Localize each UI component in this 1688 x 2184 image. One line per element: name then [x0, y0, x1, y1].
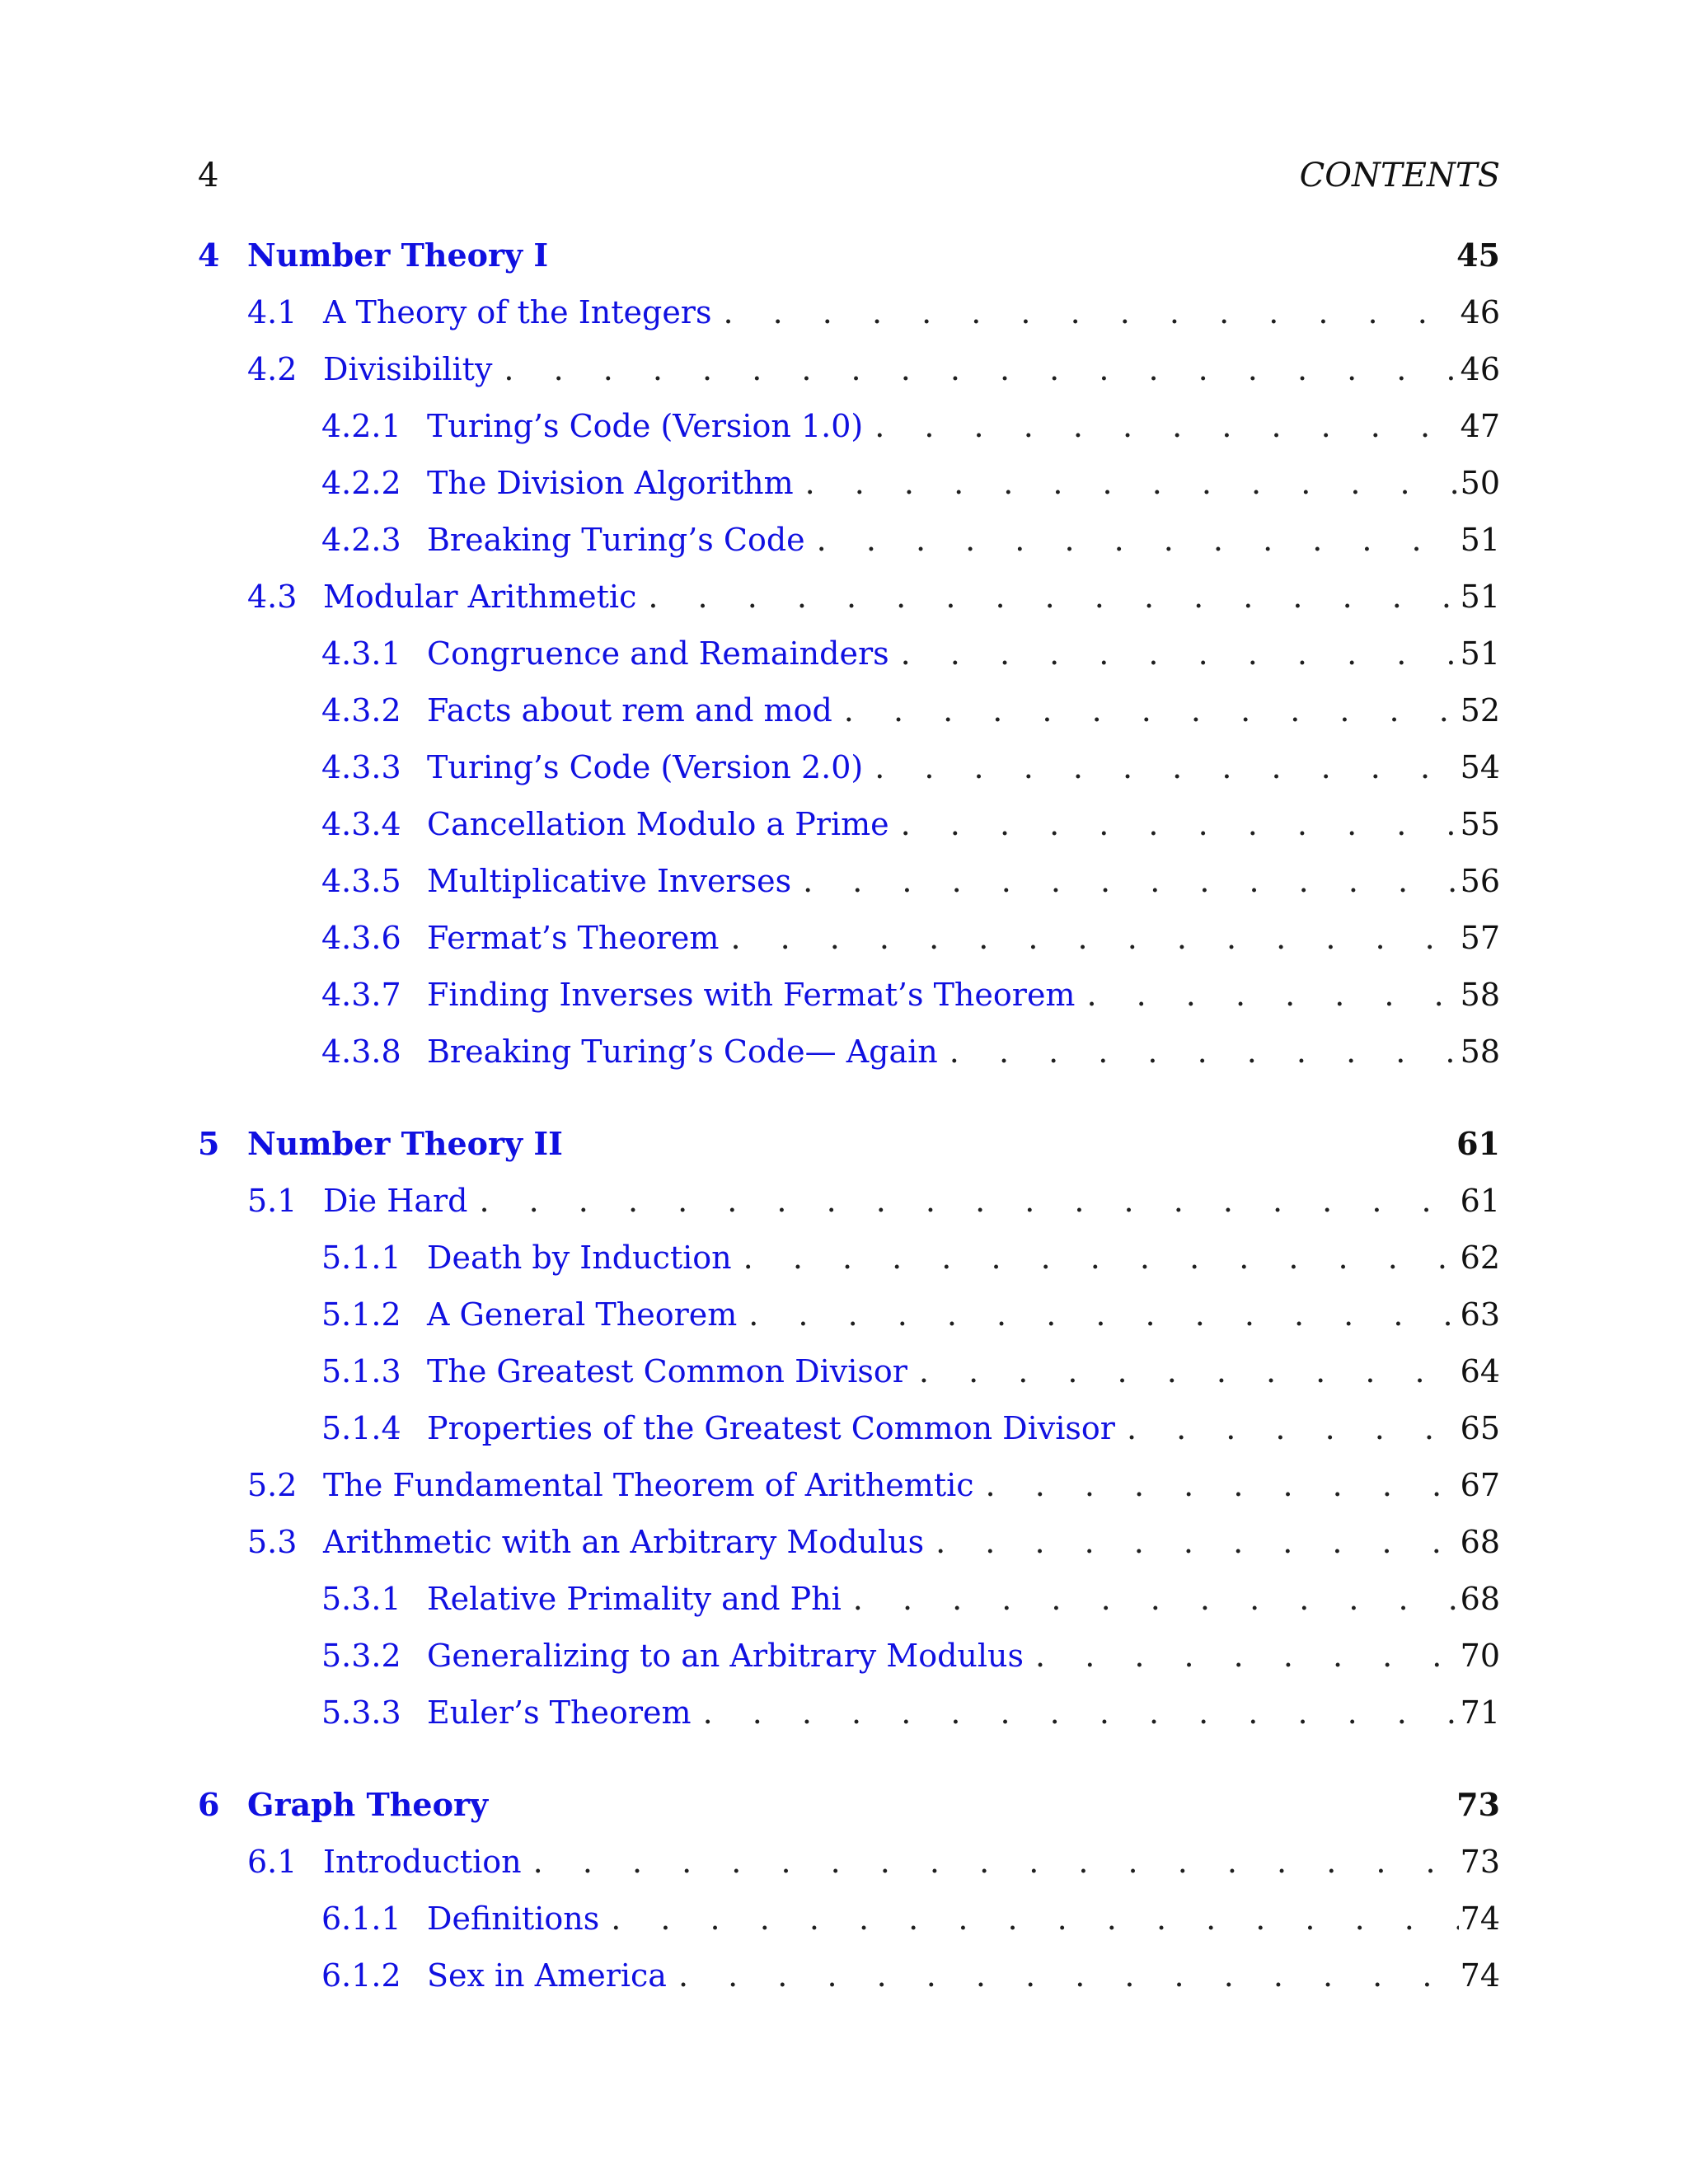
entry-title: The Fundamental Theorem of Arithemtic — [323, 1466, 974, 1503]
chapter-link[interactable] — [198, 1114, 1500, 1172]
entry-title: Turing’s Code (Version 1.0) — [427, 407, 864, 444]
entry-title: Definitions — [427, 1900, 600, 1937]
entry-title: Euler’s Theorem — [427, 1694, 692, 1731]
dot-leader — [844, 692, 1459, 729]
dot-leader — [1086, 977, 1459, 1013]
entry-number: 4.2.1 — [321, 407, 401, 444]
dot-leader — [935, 1524, 1459, 1560]
entry-page-number: 64 — [1460, 1352, 1500, 1390]
toc-subsection-link[interactable] — [198, 795, 1500, 852]
toc-section-link[interactable] — [198, 1833, 1500, 1890]
entry-page-number: 57 — [1460, 919, 1500, 956]
dot-leader — [723, 294, 1459, 330]
toc-subsection-link[interactable] — [198, 1023, 1500, 1080]
toc-subsection-link[interactable] — [198, 909, 1500, 966]
dot-leader — [950, 1033, 1459, 1070]
toc-subsection-link[interactable] — [198, 511, 1500, 568]
entry-page-number: 50 — [1460, 464, 1500, 501]
dot-leader — [1127, 1410, 1459, 1446]
entry-page-number: 65 — [1460, 1409, 1500, 1446]
toc-subsection-link[interactable] — [198, 1890, 1500, 1947]
toc-subsection-link[interactable] — [198, 966, 1500, 1023]
toc-subsection-link[interactable] — [198, 454, 1500, 511]
entry-number: 5.2 — [247, 1466, 298, 1503]
entry-page-number: 47 — [1460, 407, 1500, 444]
toc-subsection-link[interactable] — [198, 625, 1500, 682]
entry-number: 4.2.2 — [321, 464, 401, 501]
entry-number: 5.1.3 — [321, 1352, 401, 1390]
entry-title: A General Theorem — [427, 1296, 738, 1333]
chapter-link[interactable] — [198, 226, 1500, 284]
entry-page-number: 63 — [1460, 1296, 1500, 1333]
toc-section-link[interactable] — [198, 568, 1500, 625]
toc-subsection-link[interactable] — [198, 852, 1500, 909]
toc-subsection-link[interactable] — [198, 1947, 1500, 2004]
entry-page-number: 51 — [1460, 635, 1500, 672]
entry-page-number: 62 — [1460, 1239, 1500, 1276]
entry-title: Relative Primality and Phi — [427, 1580, 842, 1617]
entry-number: 4.3.7 — [321, 976, 401, 1013]
dot-leader — [743, 1240, 1459, 1276]
entry-title: A Theory of the Integers — [323, 293, 712, 330]
entry-title: Generalizing to an Arbitrary Modulus — [427, 1637, 1025, 1674]
entry-page-number: 46 — [1460, 293, 1500, 330]
entry-title: Cancellation Modulo a Prime — [427, 805, 889, 842]
toc-section-link[interactable] — [198, 1456, 1500, 1513]
toc-subsection-link[interactable] — [198, 1286, 1500, 1343]
entry-number: 4.1 — [247, 293, 298, 330]
entry-title: The Greatest Common Divisor — [427, 1352, 907, 1390]
dot-leader — [803, 863, 1459, 899]
entry-number: 4.3 — [247, 578, 298, 615]
entry-title: Turing’s Code (Version 2.0) — [427, 748, 864, 785]
toc-subsection-link[interactable] — [198, 397, 1500, 454]
entry-title: Congruence and Remainders — [427, 635, 889, 672]
entry-number: 5.1 — [247, 1182, 298, 1219]
entry-title: The Division Algorithm — [427, 464, 794, 501]
toc-section-link[interactable] — [198, 1513, 1500, 1570]
toc-subsection-link[interactable] — [198, 1570, 1500, 1627]
page-header — [198, 157, 1500, 198]
entry-title: Multiplicative Inverses — [427, 862, 792, 899]
chapter-block — [198, 1775, 1500, 2004]
entry-number: 4.3.5 — [321, 862, 401, 899]
toc-section-link[interactable] — [198, 1172, 1500, 1229]
dot-leader — [805, 465, 1459, 501]
chapter-page-number: 45 — [1456, 236, 1500, 274]
entry-number: 6.1.2 — [321, 1957, 401, 1994]
dot-leader — [817, 522, 1459, 558]
dot-leader — [901, 635, 1459, 672]
entry-page-number: 70 — [1460, 1637, 1500, 1674]
running-title: CONTENTS — [1299, 157, 1500, 194]
entry-number: 5.1.4 — [321, 1409, 401, 1446]
entry-title: Divisibility — [323, 350, 493, 387]
chapter-number: 6 — [198, 1785, 220, 1823]
dot-leader — [874, 408, 1459, 444]
dot-leader — [703, 1694, 1459, 1731]
dot-leader — [533, 1844, 1459, 1880]
dot-leader — [479, 1183, 1459, 1219]
dot-leader — [919, 1353, 1459, 1390]
page-number: 4 — [198, 157, 219, 194]
dot-leader — [611, 1900, 1459, 1937]
chapter-title: Number Theory II — [247, 1124, 563, 1162]
dot-leader — [1035, 1638, 1459, 1674]
entry-title: Modular Arithmetic — [323, 578, 637, 615]
entry-page-number: 51 — [1460, 521, 1500, 558]
toc-subsection-link[interactable] — [198, 1229, 1500, 1286]
entry-title: Die Hard — [323, 1182, 468, 1219]
entry-number: 5.3.2 — [321, 1637, 401, 1674]
toc-section-link[interactable] — [198, 284, 1500, 340]
dot-leader — [504, 351, 1459, 387]
entry-number: 5.3.1 — [321, 1580, 401, 1617]
entry-title: Properties of the Greatest Common Divisor — [427, 1409, 1115, 1446]
dot-leader — [853, 1581, 1459, 1617]
entry-number: 4.3.1 — [321, 635, 401, 672]
entry-number: 4.3.3 — [321, 748, 401, 785]
entry-title: Sex in America — [427, 1957, 667, 1994]
chapter-number: 5 — [198, 1124, 220, 1162]
entry-title: Introduction — [323, 1843, 522, 1880]
entry-page-number: 67 — [1460, 1466, 1500, 1503]
chapter-block — [198, 226, 1500, 1080]
toc-subsection-link[interactable] — [198, 1684, 1500, 1741]
entry-page-number: 74 — [1460, 1900, 1500, 1937]
entry-page-number: 61 — [1460, 1182, 1500, 1219]
dot-leader — [901, 806, 1459, 842]
entry-number: 4.3.8 — [321, 1033, 401, 1070]
toc-subsection-link[interactable] — [198, 1399, 1500, 1456]
entry-number: 4.2.3 — [321, 521, 401, 558]
entry-number: 4.3.2 — [321, 691, 401, 729]
dot-leader — [730, 920, 1459, 956]
entry-page-number: 74 — [1460, 1957, 1500, 1994]
toc-subsection-link[interactable] — [198, 738, 1500, 795]
toc-subsection-link[interactable] — [198, 1627, 1500, 1684]
entry-page-number: 46 — [1460, 350, 1500, 387]
entry-page-number: 51 — [1460, 578, 1500, 615]
dot-leader — [648, 579, 1459, 615]
entry-page-number: 55 — [1460, 805, 1500, 842]
chapter-page-number: 61 — [1456, 1124, 1500, 1162]
entry-page-number: 58 — [1460, 1033, 1500, 1070]
chapter-block — [198, 1114, 1500, 1741]
toc-subsection-link[interactable] — [198, 1343, 1500, 1399]
dot-leader — [986, 1467, 1459, 1503]
entry-title: Arithmetic with an Arbitrary Modulus — [323, 1523, 925, 1560]
entry-page-number: 68 — [1460, 1580, 1500, 1617]
entry-number: 5.1.1 — [321, 1239, 401, 1276]
entry-number: 4.2 — [247, 350, 298, 387]
contents-page — [198, 157, 1500, 2052]
entry-number: 5.3.3 — [321, 1694, 401, 1731]
chapter-title: Graph Theory — [247, 1785, 489, 1823]
entry-number: 6.1.1 — [321, 1900, 401, 1937]
entry-page-number: 73 — [1460, 1843, 1500, 1880]
dot-leader — [678, 1957, 1459, 1994]
entry-number: 5.3 — [247, 1523, 298, 1560]
entry-number: 6.1 — [247, 1843, 298, 1880]
chapter-title: Number Theory I — [247, 236, 549, 274]
entry-number: 4.3.4 — [321, 805, 401, 842]
entry-page-number: 68 — [1460, 1523, 1500, 1560]
dot-leader — [748, 1296, 1459, 1333]
entry-title: Death by Induction — [427, 1239, 732, 1276]
chapter-page-number: 73 — [1456, 1785, 1500, 1823]
entry-title: Fermat’s Theorem — [427, 919, 720, 956]
chapter-number: 4 — [198, 236, 220, 274]
entry-title: Finding Inverses with Fermat’s Theorem — [427, 976, 1076, 1013]
toc-subsection-link[interactable] — [198, 682, 1500, 738]
entry-page-number: 71 — [1460, 1694, 1500, 1731]
entry-title: Facts about rem and mod — [427, 691, 832, 729]
entry-number: 4.3.6 — [321, 919, 401, 956]
entry-page-number: 56 — [1460, 862, 1500, 899]
entry-page-number: 52 — [1460, 691, 1500, 729]
dot-leader — [874, 749, 1459, 785]
toc-section-link[interactable] — [198, 340, 1500, 397]
entry-title: Breaking Turing’s Code — [427, 521, 805, 558]
entry-title: Breaking Turing’s Code— Again — [427, 1033, 938, 1070]
table-of-contents — [198, 226, 1500, 2004]
entry-page-number: 58 — [1460, 976, 1500, 1013]
entry-number: 5.1.2 — [321, 1296, 401, 1333]
entry-page-number: 54 — [1460, 748, 1500, 785]
chapter-link[interactable] — [198, 1775, 1500, 1833]
